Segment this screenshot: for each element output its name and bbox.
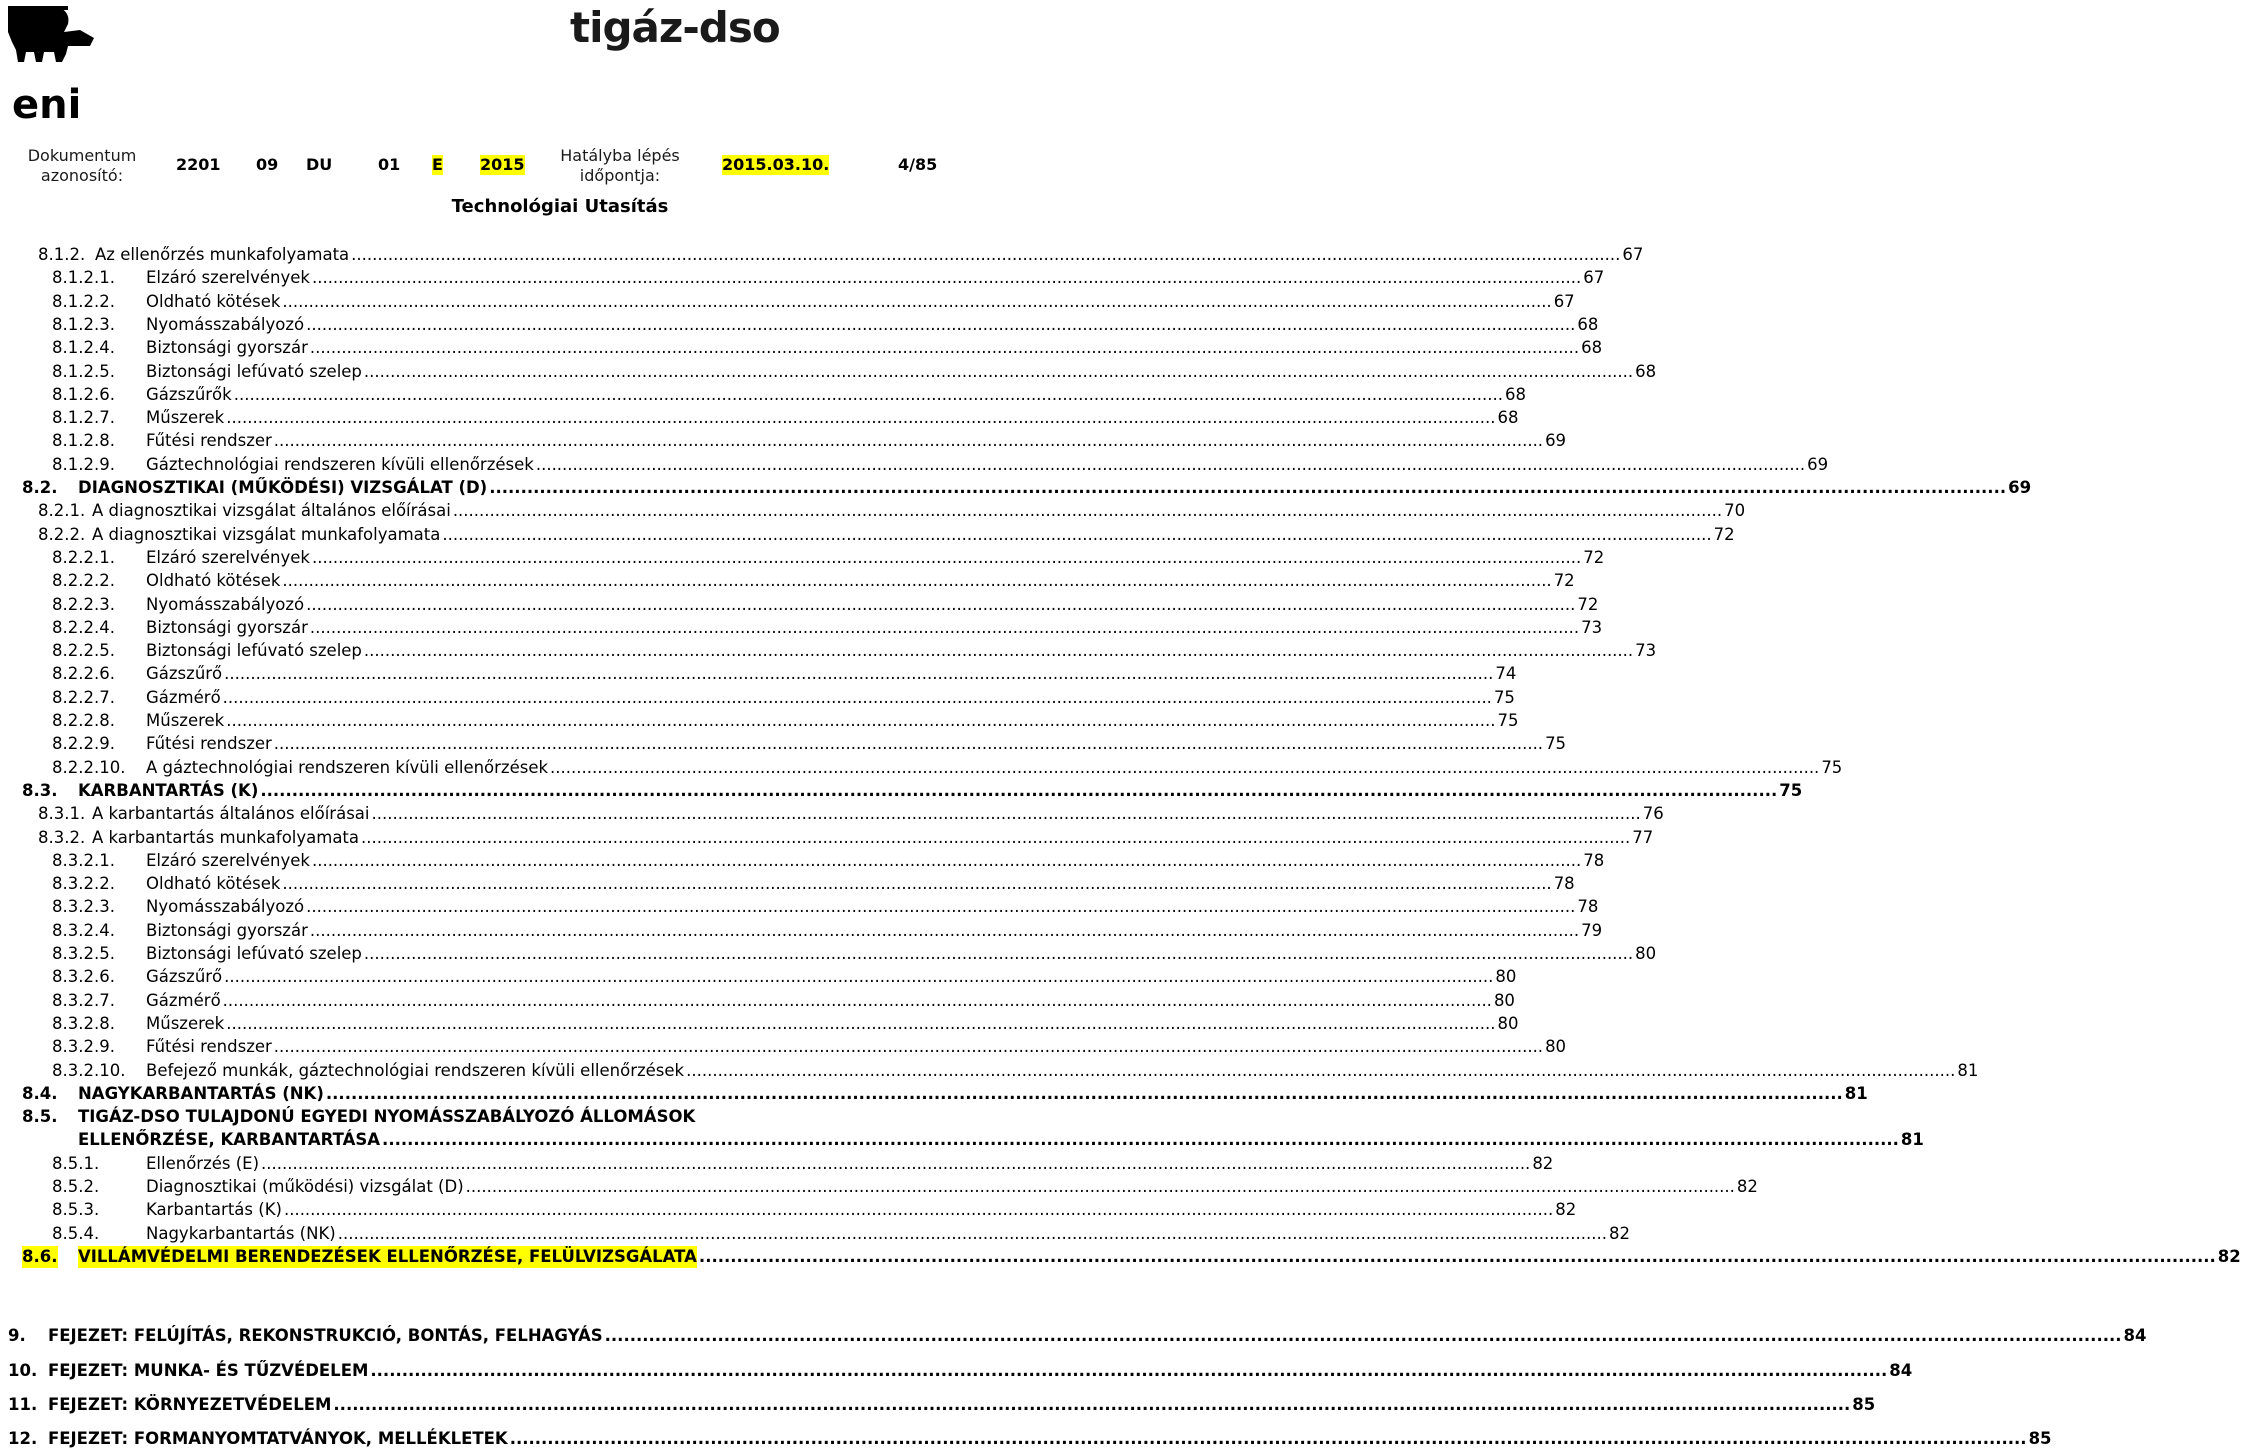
toc-entry-title: Biztonsági gyorszár (146, 920, 308, 940)
toc-entry-title: TIGÁZ-DSO TULAJDONÚ EGYEDI NYOMÁSSZABÁLYOZÓ ÁLLOMÁSOK (78, 1107, 696, 1127)
toc-entry[interactable] (0, 1129, 1924, 1151)
toc-leader-dots (361, 827, 1630, 849)
toc-leader-dots (223, 990, 1492, 1012)
toc-entry-title: Műszerek (146, 408, 225, 428)
toc-entry-page: 69 (2008, 478, 2032, 497)
toc-entry-number: 8.4. (22, 1083, 58, 1103)
toc-entry[interactable] (0, 430, 1567, 452)
toc-entry[interactable] (0, 1106, 960, 1128)
toc-entry-number: 12. (8, 1429, 38, 1448)
toc-leader-dots (372, 803, 1641, 825)
toc-leader-dots (284, 1199, 1553, 1221)
toc-entry-title: KARBANTARTÁS (K) (78, 780, 259, 800)
toc-leader-dots (260, 780, 1777, 802)
doc-code-part-6: 2015 (480, 155, 525, 174)
toc-leader-dots (370, 1360, 1887, 1382)
toc-entry-title: NAGYKARBANTARTÁS (NK) (78, 1083, 324, 1103)
toc-entry-number: 8.3. (22, 780, 58, 800)
toc-leader-dots (282, 570, 1551, 592)
toc-entry-number: 8.2.2.10. (52, 757, 126, 777)
toc-entry-title: Nagykarbantartás (NK) (146, 1223, 336, 1243)
toc-entry[interactable] (0, 361, 1657, 383)
toc-entry-page: 81 (1844, 1083, 1868, 1103)
toc-leader-dots (442, 524, 1711, 546)
toc-leader-dots (364, 640, 1633, 662)
toc-leader-dots (312, 267, 1581, 289)
toc-entry-title: Befejező munkák, gáztechnológiai rendszeren kívüli ellenőrzések (146, 1060, 685, 1080)
toc-entry-page: 80 (1545, 1037, 1567, 1057)
toc-entry-number: 8.2.2.3. (52, 594, 115, 614)
toc-entry-page: 75 (1545, 734, 1567, 754)
toc-leader-dots (234, 384, 1503, 406)
toc-entry-page: 68 (1497, 408, 1519, 428)
toc-entry[interactable] (0, 1036, 1567, 1058)
toc-entry-title: Gáztechnológiai rendszeren kívüli ellenőrzések (146, 454, 534, 474)
doc-code-part-3: DU (306, 155, 333, 174)
toc-entry[interactable] (0, 663, 1517, 685)
doc-code-part-1: 2201 (176, 155, 221, 174)
toc-leader-dots (312, 547, 1581, 569)
toc-entry-number: 8.3.2.3. (52, 897, 115, 917)
toc-entry-page: 68 (1581, 338, 1603, 358)
toc-entry-page: 75 (1779, 780, 1803, 800)
toc-entry-number: 8.3.2.8. (52, 1013, 115, 1033)
toc-leader-dots (510, 1428, 2027, 1450)
toc-entry-title: Biztonsági lefúvató szelep (146, 361, 362, 381)
toc-entry-title: Diagnosztikai (működési) vizsgálat (D) (146, 1177, 464, 1196)
toc-leader-dots (226, 1013, 1495, 1035)
toc-entry[interactable] (0, 803, 1664, 825)
toc-leader-dots (310, 617, 1579, 639)
toc-entry[interactable] (0, 547, 1605, 569)
toc-leader-dots (333, 1394, 1850, 1416)
toc-entry-page: 70 (1724, 501, 1746, 521)
toc-entry-title: Ellenőrzés (E) (146, 1153, 260, 1173)
toc-entry[interactable] (0, 733, 1567, 755)
effective-date-label: Hatályba lépés időpontja: (560, 146, 680, 185)
toc-entry-title: Nyomásszabályozó (146, 314, 305, 334)
toc-entry-number: 8.3.2.2. (52, 874, 115, 894)
toc-entry-title: VILLÁMVÉDELMI BERENDEZÉSEK ELLENŐRZÉSE, FELÜLVIZSGÁLATA (78, 1246, 697, 1266)
toc-entry-page: 78 (1553, 874, 1575, 894)
toc-entry[interactable] (0, 1223, 1630, 1245)
toc-leader-dots (261, 1153, 1530, 1175)
toc-entry[interactable] (0, 617, 1603, 639)
toc-entry-page: 68 (1635, 361, 1657, 381)
document-title: Technológiai Utasítás (451, 196, 669, 217)
toc-entry-page: 75 (1821, 757, 1843, 777)
toc-entry-number: 8.3.2.1. (52, 850, 115, 870)
toc-entry-number: 8.2.1. (38, 501, 86, 521)
toc-entry-title: FEJEZET: KÖRNYEZETVÉDELEM (48, 1395, 332, 1414)
toc-entry-page: 85 (2028, 1429, 2052, 1448)
toc-entry-number: 8.1.2. (38, 245, 86, 264)
toc-entry[interactable] (0, 594, 1599, 616)
toc-entry-page: 79 (1581, 920, 1603, 940)
toc-entry[interactable] (0, 1246, 2241, 1268)
toc-entry-number: 8.1.2.9. (52, 454, 115, 474)
toc-entry-title: Műszerek (146, 711, 225, 730)
toc-entry-title: A karbantartás munkafolyamata (92, 827, 360, 847)
toc-entry[interactable] (0, 710, 1519, 732)
toc-entry-page: 78 (1577, 897, 1599, 917)
toc-leader-dots (226, 407, 1495, 429)
toc-entry[interactable] (0, 687, 1515, 709)
toc-entry-title: FEJEZET: MUNKA- ÉS TŰZVÉDELEM (48, 1361, 369, 1380)
toc-entry[interactable] (0, 1325, 2147, 1347)
toc-entry-page: 84 (1889, 1361, 1913, 1380)
toc-entry[interactable] (0, 337, 1603, 359)
toc-leader-dots (364, 361, 1633, 383)
toc-entry[interactable] (0, 827, 1654, 849)
toc-entry[interactable] (0, 407, 1519, 429)
toc-entry-number: 8.3.2.10. (52, 1060, 126, 1080)
brand-wordmark: tigáz-dso (570, 3, 780, 52)
toc-entry-title: Oldható kötések (146, 874, 281, 894)
toc-entry-number: 8.1.2.7. (52, 408, 115, 428)
toc-entry-title: Elzáró szerelvények (146, 268, 310, 288)
toc-entry-title: Gázszűrő (146, 967, 223, 987)
toc-entry-page: 80 (1635, 944, 1657, 963)
toc-entry-title: Fűtési rendszer (146, 431, 272, 451)
toc-entry-number: 8.2.2.8. (52, 711, 115, 730)
toc-leader-dots (306, 314, 1575, 336)
toc-leader-dots (310, 337, 1579, 359)
toc-entry[interactable] (0, 990, 1515, 1012)
toc-leader-dots (364, 943, 1633, 965)
toc-entry-number: 8.1.2.2. (52, 291, 115, 311)
toc-entry-number: 8.2.2.6. (52, 664, 115, 684)
toc-entry-number: 8.2.2.1. (52, 547, 115, 567)
toc-entry-page: 67 (1583, 268, 1605, 288)
toc-entry-number: 8.2.2. (38, 524, 86, 544)
toc-entry-page: 82 (1736, 1177, 1758, 1196)
toc-entry-title: Biztonsági lefúvató szelep (146, 641, 362, 661)
toc-entry[interactable] (0, 244, 1644, 266)
toc-entry[interactable] (0, 873, 1575, 895)
toc-entry-title: Elzáró szerelvények (146, 547, 310, 567)
toc-entry[interactable] (0, 1153, 1554, 1175)
toc-entry[interactable] (0, 850, 1605, 872)
toc-leader-dots (226, 710, 1495, 732)
toc-entry-page: 82 (2217, 1246, 2241, 1266)
toc-entry-title: Biztonsági gyorszár (146, 338, 308, 358)
toc-entry-page: 74 (1495, 664, 1517, 684)
toc-entry-page: 77 (1632, 827, 1654, 847)
toc-entry[interactable] (0, 1083, 1868, 1105)
tigaz-dso-logo (568, 0, 818, 56)
toc-entry-title: ELLENŐRZÉSE, KARBANTARTÁSA (78, 1130, 381, 1150)
toc-entry-page: 67 (1622, 245, 1644, 264)
toc-entry-number: 8.3.2.4. (52, 920, 115, 940)
toc-entry-page: 75 (1497, 711, 1519, 730)
toc-leader-dots (282, 873, 1551, 895)
toc-entry-number: 8.3.2. (38, 827, 86, 847)
toc-entry-number: 8.1.2.5. (52, 361, 115, 381)
toc-entry[interactable] (0, 920, 1603, 942)
toc-entry-number: 8.1.2.4. (52, 338, 115, 358)
toc-entry[interactable] (0, 780, 1803, 802)
toc-leader-dots (274, 1036, 1543, 1058)
toc-entry-title: FEJEZET: FORMANYOMTATVÁNYOK, MELLÉKLETEK (48, 1429, 508, 1448)
toc-leader-dots (453, 500, 1722, 522)
toc-entry[interactable] (0, 524, 1735, 546)
toc-entry-page: 72 (1583, 547, 1605, 567)
toc-entry-page: 80 (1497, 1013, 1519, 1033)
toc-entry-number: 8.2.2.9. (52, 734, 115, 754)
toc-entry-title: Gázszűrő (146, 664, 223, 684)
toc-entry[interactable] (0, 454, 1829, 476)
toc-entry-number: 11. (8, 1395, 38, 1414)
toc-leader-dots (351, 244, 1620, 266)
doc-code-part-4: 01 (378, 155, 401, 174)
toc-entry-page: 67 (1553, 291, 1575, 311)
toc-leader-dots (536, 454, 1805, 476)
toc-entry[interactable] (0, 500, 1746, 522)
toc-entry-number: 8.3.2.9. (52, 1037, 115, 1057)
toc-entry[interactable] (0, 640, 1657, 662)
toc-leader-dots (223, 687, 1492, 709)
toc-entry-page: 78 (1583, 850, 1605, 870)
toc-entry-title: Az ellenőrzés munkafolyamata (95, 245, 350, 264)
toc-entry-number: 9. (8, 1326, 26, 1345)
toc-entry-title: Biztonsági lefúvató szelep (146, 944, 362, 963)
toc-leader-dots (224, 966, 1493, 988)
toc-leader-dots (382, 1129, 1899, 1151)
toc-entry-number: 8.3.2.6. (52, 967, 115, 987)
toc-entry-page: 84 (2123, 1326, 2147, 1345)
toc-entry[interactable] (0, 384, 1526, 406)
toc-entry-title: Nyomásszabályozó (146, 594, 305, 614)
toc-entry-page: 73 (1581, 617, 1603, 637)
toc-leader-dots (338, 1223, 1607, 1245)
toc-entry-number: 8.1.2.8. (52, 431, 115, 451)
toc-entry-title: Gázszűrők (146, 384, 232, 404)
toc-entry-page: 72 (1577, 594, 1599, 614)
toc-entry[interactable] (0, 1360, 1913, 1382)
toc-entry-title: Fűtési rendszer (146, 1037, 272, 1057)
toc-entry-title: Műszerek (146, 1013, 225, 1033)
toc-leader-dots (274, 733, 1543, 755)
toc-leader-dots (466, 1176, 1735, 1198)
toc-entry-page: 69 (1545, 431, 1567, 451)
toc-entry-page: 80 (1495, 967, 1517, 987)
toc-entry[interactable] (0, 267, 1605, 289)
toc-entry-title: A diagnosztikai vizsgálat általános előírásai (92, 501, 451, 521)
toc-leader-dots (686, 1060, 1955, 1082)
toc-leader-dots (224, 663, 1493, 685)
toc-entry-page: 72 (1553, 571, 1575, 591)
toc-entry-title: FEJEZET: FELÚJÍTÁS, REKONSTRUKCIÓ, BONTÁS, FELHAGYÁS (48, 1326, 603, 1345)
toc-entry-page: 75 (1493, 687, 1515, 707)
toc-entry-number: 8.5. (22, 1107, 58, 1127)
effective-date-value: 2015.03.10. (722, 155, 830, 174)
toc-entry-page: 82 (1608, 1223, 1630, 1243)
toc-entry[interactable] (0, 757, 1843, 779)
toc-entry-page: 81 (1957, 1060, 1979, 1080)
toc-entry-page: 82 (1532, 1153, 1554, 1173)
toc-entry[interactable] (0, 966, 1517, 988)
toc-entry-number: 8.2. (22, 478, 58, 497)
toc-entry-number: 8.2.2.4. (52, 617, 115, 637)
toc-entry[interactable] (0, 477, 2032, 499)
toc-leader-dots (282, 291, 1551, 313)
toc-leader-dots (274, 430, 1543, 452)
toc-entry[interactable] (0, 896, 1599, 918)
toc-entry-title: A gáztechnológiai rendszeren kívüli ellenőrzések (146, 757, 549, 777)
toc-entry-page: 68 (1504, 384, 1526, 404)
toc-entry-page: 76 (1642, 804, 1664, 824)
toc-entry-title: A karbantartás általános előírásai (92, 804, 370, 824)
toc-entry-number: 8.6. (22, 1246, 58, 1266)
toc-entry-page: 69 (1807, 454, 1829, 474)
toc-entry[interactable] (0, 1394, 1876, 1416)
toc-entry-number: 8.1.2.3. (52, 314, 115, 334)
toc-entry-title: Gázmérő (146, 990, 221, 1010)
toc-leader-dots (699, 1246, 2216, 1268)
eni-logo (4, 2, 98, 128)
toc-entry-title: Gázmérő (146, 687, 221, 707)
toc-entry[interactable] (0, 570, 1575, 592)
toc-leader-dots (489, 477, 2006, 499)
toc-leader-dots (550, 757, 1819, 779)
toc-entry[interactable] (0, 943, 1657, 965)
toc-entry-page: 85 (1852, 1395, 1876, 1414)
toc-entry[interactable] (0, 1428, 2052, 1450)
toc-entry-title: A diagnosztikai vizsgálat munkafolyamata (92, 524, 441, 544)
toc-entry-number: 8.5.1. (52, 1153, 100, 1173)
eni-dog-icon (4, 2, 98, 128)
toc-entry-title: Biztonsági gyorszár (146, 617, 308, 637)
toc-leader-dots (605, 1325, 2122, 1347)
toc-entry-number: 8.5.2. (52, 1177, 100, 1196)
toc-entry-page: 72 (1713, 524, 1735, 544)
toc-entry-title: Fűtési rendszer (146, 734, 272, 754)
toc-entry-page: 73 (1635, 641, 1657, 661)
toc-entry[interactable] (0, 291, 1575, 313)
toc-entry-number: 8.1.2.1. (52, 268, 115, 288)
eni-wordmark: eni (12, 82, 82, 128)
toc-entry[interactable] (0, 1176, 1758, 1198)
toc-entry-number: 8.3.2.7. (52, 990, 115, 1010)
toc-entry-number: 8.5.3. (52, 1200, 100, 1220)
page-indicator: 4/85 (898, 155, 938, 174)
toc-entry-number: 8.2.2.5. (52, 641, 115, 661)
toc-leader-dots (310, 920, 1579, 942)
toc-entry-number: 10. (8, 1361, 38, 1380)
toc-leader-dots (306, 594, 1575, 616)
toc-entry-number: 8.3.1. (38, 804, 86, 824)
doc-code-part-2: 09 (256, 155, 279, 174)
toc-entry-title: Oldható kötések (146, 571, 281, 591)
toc-entry-title: Elzáró szerelvények (146, 850, 310, 870)
toc-entry[interactable] (0, 1013, 1519, 1035)
toc-entry-page: 68 (1577, 314, 1599, 334)
toc-leader-dots (306, 896, 1575, 918)
toc-entry-title: Oldható kötések (146, 291, 281, 311)
toc-entry[interactable] (0, 1199, 1577, 1221)
toc-entry-title: DIAGNOSZTIKAI (MŰKÖDÉSI) VIZSGÁLAT (D) (78, 478, 488, 497)
toc-entry-page: 81 (1900, 1130, 1924, 1150)
toc-entry-number: 8.1.2.6. (52, 384, 115, 404)
doc-code-part-5: E (432, 155, 443, 174)
toc-entry-title: Nyomásszabályozó (146, 897, 305, 917)
toc-entry[interactable] (0, 314, 1599, 336)
toc-entry-number: 8.2.2.2. (52, 571, 115, 591)
toc-leader-dots (312, 850, 1581, 872)
toc-entry-title: Karbantartás (K) (146, 1200, 282, 1220)
toc-entry-page: 80 (1493, 990, 1515, 1010)
toc-entry-number: 8.3.2.5. (52, 944, 115, 963)
toc-leader-dots (326, 1083, 1843, 1105)
toc-entry-number: 8.2.2.7. (52, 687, 115, 707)
toc-entry[interactable] (0, 1060, 1979, 1082)
toc-entry-page: 82 (1555, 1200, 1577, 1220)
toc-entry-number: 8.5.4. (52, 1223, 100, 1243)
doc-id-label: Dokumentum azonosító: (27, 146, 137, 185)
